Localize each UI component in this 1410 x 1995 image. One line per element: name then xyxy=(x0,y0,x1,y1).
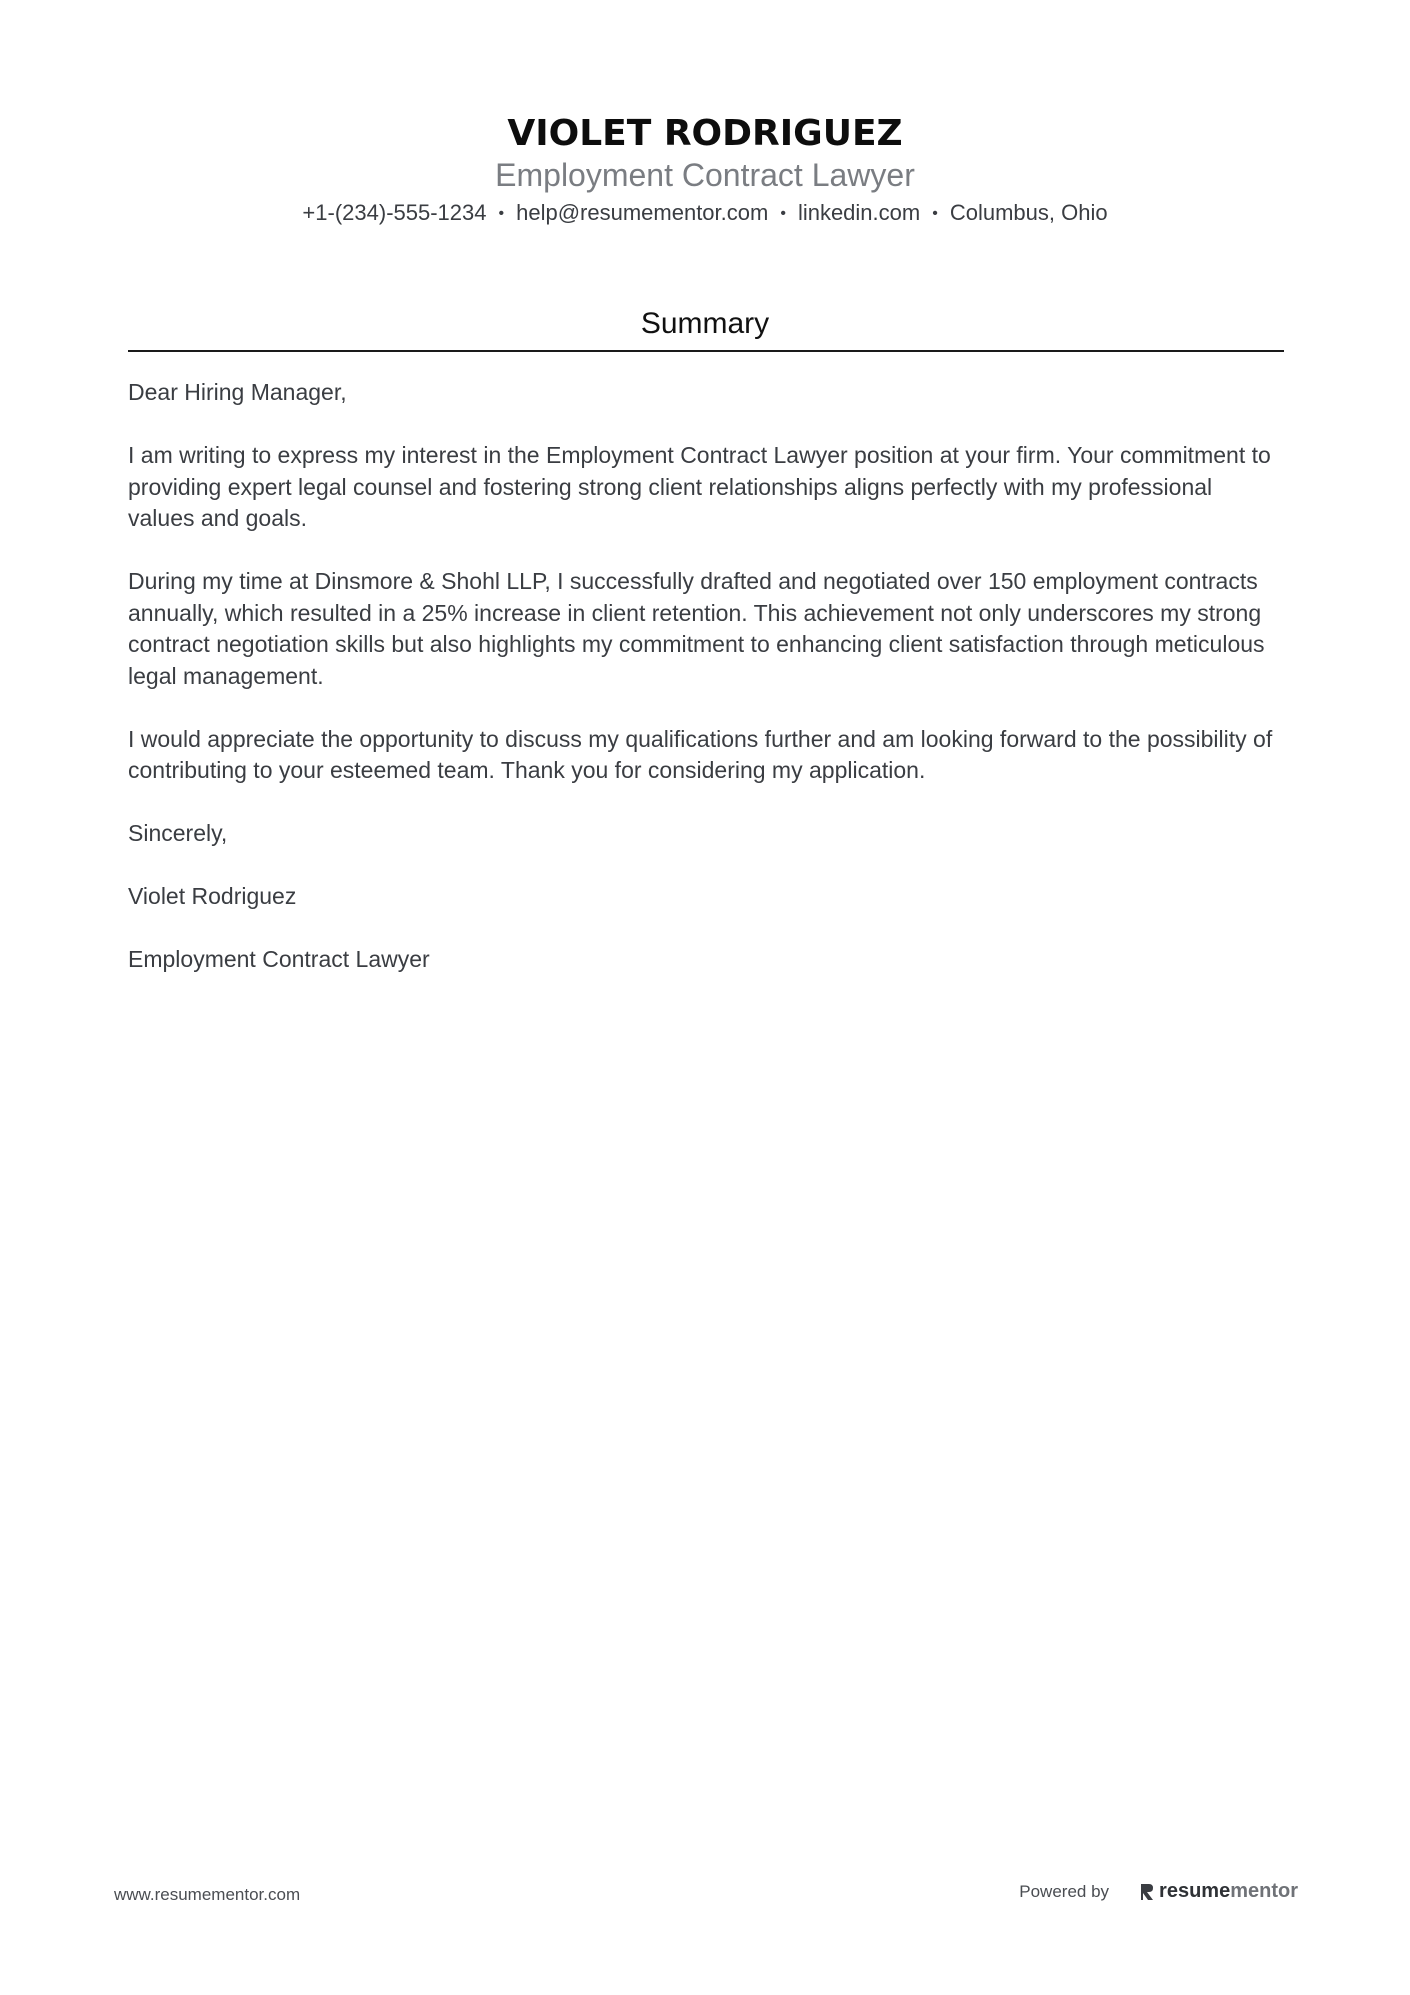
letter-greeting: Dear Hiring Manager, xyxy=(128,379,347,405)
contact-phone: +1-(234)-555-1234 xyxy=(302,200,487,225)
header xyxy=(0,112,1410,229)
section-divider xyxy=(128,350,1284,352)
footer-branding xyxy=(1019,1880,1298,1903)
contact-separator: • xyxy=(932,205,938,222)
letter-paragraph: During my time at Dinsmore & Shohl LLP, I successfully drafted and negotiated over 150 employment contracts annually, which resulted in a 25% increase in client retention. This achievement not only underscores my strong contract negotiation skills but also highlights my commitment to enhancing client satisfaction through meticulous legal management. xyxy=(128,568,1265,689)
letter-body xyxy=(128,377,1284,1007)
contact-linkedin: linkedin.com xyxy=(797,200,921,225)
brand-logo xyxy=(1139,1880,1298,1903)
section-title-summary: Summary xyxy=(640,307,770,340)
candidate-title: Employment Contract Lawyer xyxy=(495,157,915,193)
letter-closing: Sincerely, xyxy=(128,820,228,846)
resumementor-logo-icon xyxy=(1139,1882,1155,1902)
contact-email: help@resumementor.com xyxy=(516,200,769,225)
candidate-name: VIOLET RODRIGUEZ xyxy=(507,113,903,154)
letter-paragraph: I would appreciate the opportunity to discuss my qualifications further and am looking forward to the possibility of contributing to your esteemed team. Thank you for considering my application. xyxy=(128,725,1273,783)
contact-location: Columbus, Ohio xyxy=(949,200,1108,225)
signature-name: Violet Rodriguez xyxy=(128,883,297,909)
powered-by-label: Powered by xyxy=(1019,1881,1110,1901)
letter-paragraph: I am writing to express my interest in the Employment Contract Lawyer position at your firm. Your commitment to providing expert legal counsel and fostering strong client relationships aligns perfectly with my professional values and goals. xyxy=(128,442,1271,531)
brand-name-light: mentor xyxy=(1230,1880,1298,1902)
footer-website: www.resumementor.com xyxy=(114,1885,301,1904)
brand-name-bold: resume xyxy=(1159,1880,1231,1902)
contact-separator: • xyxy=(498,205,505,222)
signature-title: Employment Contract Lawyer xyxy=(128,946,430,972)
contact-line xyxy=(0,198,1410,229)
contact-separator: • xyxy=(780,205,786,222)
